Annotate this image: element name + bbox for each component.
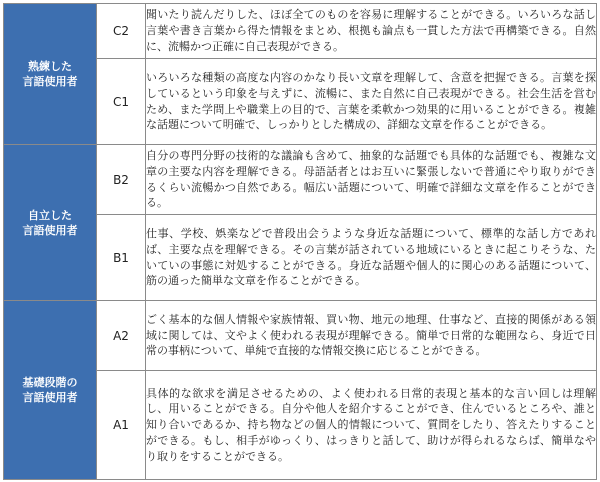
level-code-b1: B1 (97, 215, 146, 301)
level-description-b1: 仕事、学校、娯楽などで普段出会うような身近な話題について、標準的な話し方であれば、主要な点を理解できる。その言葉が話されている地域にいるときに起こりそうな、たいていの事態に対処することができる。身近な話題や個人的に関心のある話題について、筋の通った簡単な文章を作ることができる。 (146, 215, 597, 301)
level-code-a2: A2 (97, 301, 146, 371)
cefr-levels-table (3, 3, 597, 480)
level-description-a1: 具体的な欲求を満足させるための、よく使われる日常的表現と基本的な言い回しは理解し、用いることができる。自分や他人を紹介することができ、住んでいるところや、誰と知り合いであるか、持ち物などの個人的情報について、質問をしたり、答えたりすることができる。もし、相手がゆっくり、はっきりと話して、助けが得られるならば、簡単なやり取りをすることができる。 (146, 371, 597, 480)
level-code-c2: C2 (97, 4, 146, 59)
group-label: 基礎段階の 言語使用者 (22, 376, 78, 404)
level-description-b2: 自分の専門分野の技術的な議論も含めて、抽象的な話題でも具体的な話題でも、複雑な文章の主要な内容を理解できる。母語話者とはお互いに緊張しないで普通にやり取りができるくらい流暢かつ自然である。幅広い話題について、明確で詳細な文章を作ることができる。 (146, 145, 597, 215)
level-description-c1: いろいろな種類の高度な内容のかなり長い文章を理解して、含意を把握できる。言葉を探しているという印象を与えずに、流暢に、また自然に自己表現ができる。社会生活を営むため、また学問上や職業上の目的で、言葉を柔軟かつ効果的に用いることができる。複雑な話題について明確で、しっかりとした構成の、詳細な文章を作ることができる。 (146, 59, 597, 145)
level-code-c1: C1 (97, 59, 146, 145)
group-basic-user (4, 301, 97, 480)
group-proficient-user (4, 4, 97, 145)
level-description-c2: 聞いたり読んだりした、ほぼ全てのものを容易に理解することができる。いろいろな話し言葉や書き言葉から得た情報をまとめ、根拠も論点も一貫した方法で再構築できる。自然に、流暢かつ正確に自己表現ができる。 (146, 4, 597, 59)
table-row-a2 (4, 301, 597, 371)
group-label: 熟練した 言語使用者 (22, 60, 78, 88)
table-row-c2 (4, 4, 597, 59)
level-code-b2: B2 (97, 145, 146, 215)
level-description-a2: ごく基本的な個人情報や家族情報、買い物、地元の地理、仕事など、直接的関係がある領域に関しては、文やよく使われる表現が理解できる。簡単で日常的な範囲なら、身近で日常の事柄について、単純で直接的な情報交換に応じることができる。 (146, 301, 597, 371)
group-independent-user (4, 145, 97, 301)
level-code-a1: A1 (97, 371, 146, 480)
table-row-b2 (4, 145, 597, 215)
group-label: 自立した 言語使用者 (22, 208, 78, 237)
